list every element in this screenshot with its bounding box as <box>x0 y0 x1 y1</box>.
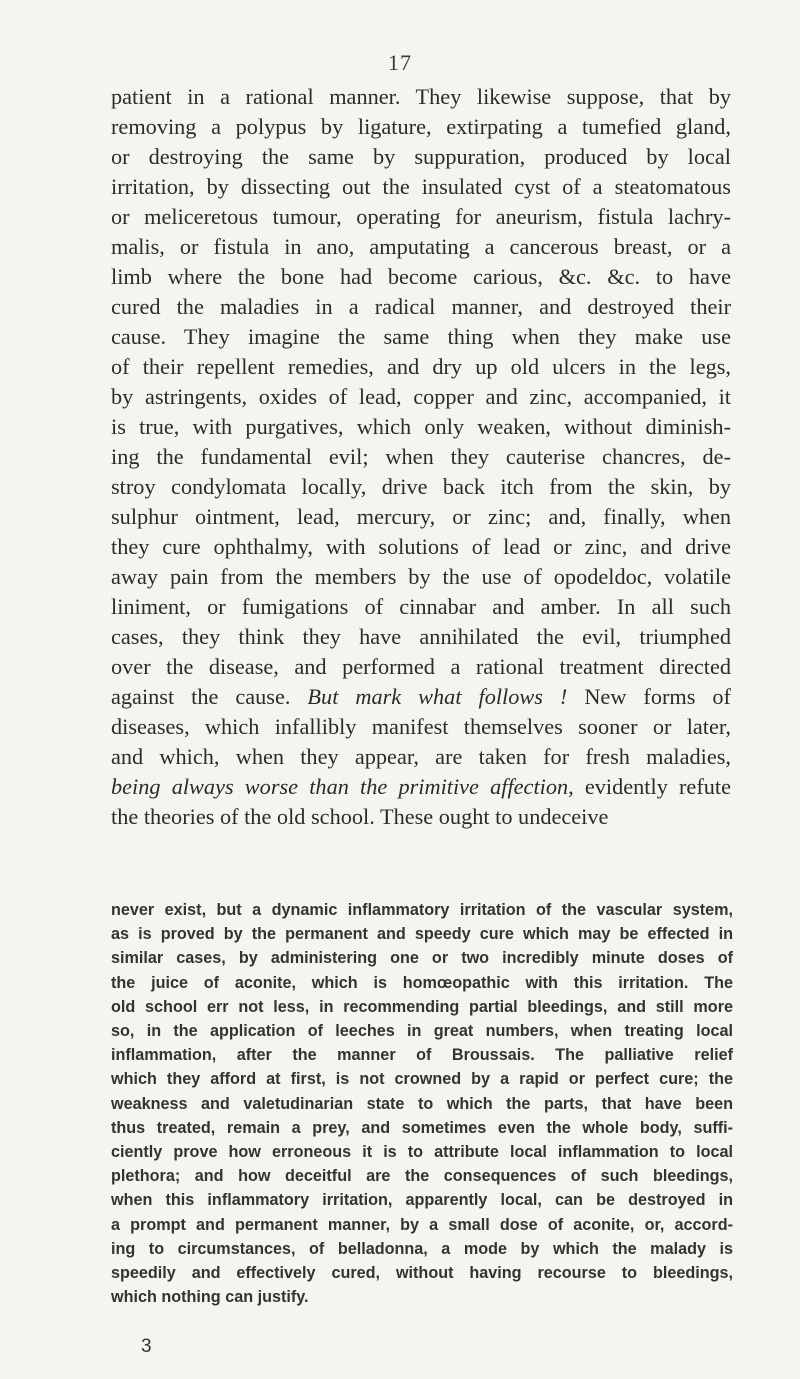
footnote-line: which nothing can justify. <box>111 1288 309 1307</box>
footnote-line: inflammation, after the manner of Broussais. The palliative relief <box>111 1046 733 1065</box>
footnote-line: a prompt and permanent manner, by a small dose of aconite, or, accord- <box>111 1215 733 1234</box>
footnote-line: weakness and valetudinarian state to which the parts, that have been <box>111 1094 733 1113</box>
text-line: malis, or fistula in ano, amputating a cancerous breast, or a <box>111 234 731 259</box>
text-line: or meliceretous tumour, operating for aneurism, fistula lachry- <box>111 204 731 229</box>
text-line <box>111 682 731 712</box>
text-line: patient in a rational manner. They likewise suppose, that by <box>111 84 731 109</box>
text-line: and which, when they appear, are taken for fresh maladies, <box>111 744 731 769</box>
page-number: 17 <box>388 50 412 75</box>
text-fragment: New forms of <box>567 684 731 709</box>
text-line: liniment, or fumigations of cinnabar and amber. In all such <box>111 594 731 619</box>
footnote-line: ciently prove how erroneous it is to attribute local inflammation to local <box>111 1143 733 1162</box>
footnote-line: which they afford at first, is not crowned by a rapid or perfect cure; the <box>111 1070 733 1089</box>
footnote-line: the juice of aconite, which is homœopathic with this irritation. The <box>111 973 733 992</box>
text-line: away pain from the members by the use of opodeldoc, volatile <box>111 564 731 589</box>
footnote-line: old school err not less, in recommending partial bleedings, and still more <box>111 997 733 1016</box>
footnote-line: so, in the application of leeches in great numbers, when treating local <box>111 1022 733 1041</box>
text-line: the theories of the old school. These ought to undeceive <box>111 804 609 829</box>
italic-emphasis: being always worse than the primitive affection, <box>111 774 574 799</box>
text-line: of their repellent remedies, and dry up old ulcers in the legs, <box>111 354 731 379</box>
text-line: by astringents, oxides of lead, copper and zinc, accompanied, it <box>111 384 731 409</box>
text-line: limb where the bone had become carious, &c. &c. to have <box>111 264 731 289</box>
footnote-line: ing to circumstances, of belladonna, a mode by which the malady is <box>111 1239 733 1258</box>
text-fragment: evidently refute <box>573 774 731 799</box>
text-line: is true, with purgatives, which only weaken, without diminish- <box>111 414 731 439</box>
text-line: ing the fundamental evil; when they cauterise chancres, de- <box>111 444 731 469</box>
text-line: or destroying the same by suppuration, produced by local <box>111 144 731 169</box>
text-line: diseases, which infallibly manifest themselves sooner or later, <box>111 714 731 739</box>
signature-mark: 3 <box>141 1336 152 1357</box>
text-line: cases, they think they have annihilated the evil, triumphed <box>111 624 731 649</box>
text-line: over the disease, and performed a rational treatment directed <box>111 654 731 679</box>
text-fragment: against the cause. <box>111 684 308 709</box>
text-line: they cure ophthalmy, with solutions of lead or zinc, and drive <box>111 534 731 559</box>
text-line: sulphur ointment, lead, mercury, or zinc; and, finally, when <box>111 504 731 529</box>
footnote-line: speedily and effectively cured, without having recourse to bleedings, <box>111 1264 733 1283</box>
text-line: removing a polypus by ligature, extirpating a tumefied gland, <box>111 114 731 139</box>
footnote-block <box>111 898 733 1309</box>
text-line: stroy condylomata locally, drive back itch from the skin, by <box>111 474 731 499</box>
footnote-line: similar cases, by administering one or two incredibly minute doses of <box>111 949 733 968</box>
text-line: irritation, by dissecting out the insulated cyst of a steatomatous <box>111 174 731 199</box>
footnote-line: as is proved by the permanent and speedy cure which may be effected in <box>111 925 733 944</box>
text-line <box>111 772 731 802</box>
text-line: cause. They imagine the same thing when they make use <box>111 324 731 349</box>
footnote-line: when this inflammatory irritation, apparently local, can be destroyed in <box>111 1191 733 1210</box>
main-text-block <box>111 82 731 832</box>
footnote-line: never exist, but a dynamic inflammatory irritation of the vascular system, <box>111 901 733 919</box>
italic-emphasis: But mark what follows ! <box>307 684 568 709</box>
text-line: cured the maladies in a radical manner, and destroyed their <box>111 294 731 319</box>
footnote-line: thus treated, remain a prey, and sometimes even the whole body, suffi- <box>111 1118 733 1137</box>
footnote-line: plethora; and how deceitful are the consequences of such bleedings, <box>111 1167 733 1186</box>
